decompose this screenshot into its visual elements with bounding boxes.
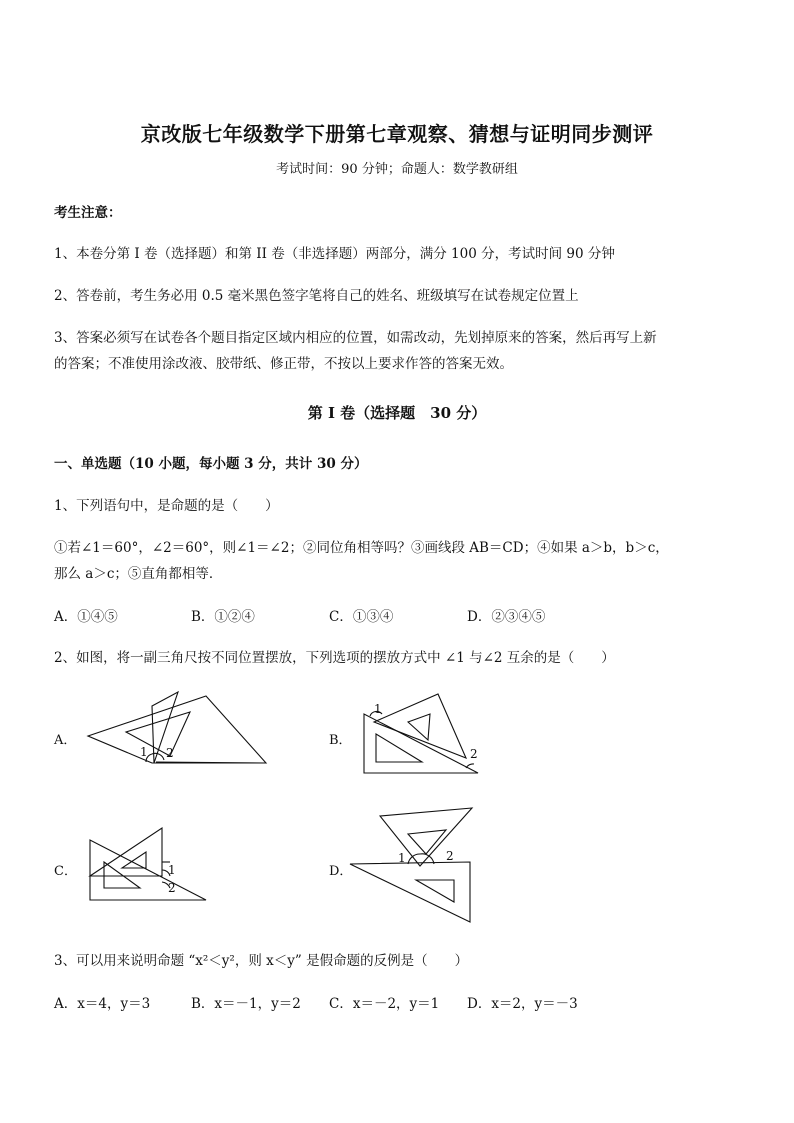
question-1-option-d[interactable]: D．②③④⑤ <box>467 609 546 625</box>
figure-d-angle-1: 1 <box>398 851 406 865</box>
figure-d-triangles <box>348 804 473 924</box>
figure-c-angle-2: 2 <box>168 881 176 895</box>
figure-b-label[interactable]: B． <box>329 733 352 748</box>
figure-c-label[interactable]: C． <box>54 864 77 879</box>
question-1-option-c[interactable]: C．①③④ <box>329 609 394 625</box>
question-1-body-cont: 那么 a＞c；⑤直角都相等． <box>54 566 223 582</box>
figure-c-angle-1: 1 <box>168 863 176 877</box>
figure-a-label[interactable]: A． <box>54 733 77 748</box>
question-3-option-a[interactable]: A．x＝4，y＝3 <box>54 996 151 1012</box>
question-1-option-a[interactable]: A．①④⑤ <box>54 609 118 625</box>
notice-item-3-cont: 的答案；不准使用涂改液、胶带纸、修正带，不按以上要求作答的答案无效。 <box>54 356 513 372</box>
part-heading: 一、单选题（10 小题，每小题 3 分，共计 30 分） <box>54 456 368 472</box>
figure-d-label[interactable]: D． <box>329 864 353 879</box>
figure-a-angle-1: 1 <box>140 745 148 759</box>
question-3-option-c[interactable]: C．x＝－2，y＝1 <box>329 996 440 1012</box>
section-title: 第 I 卷（选择题 30 分） <box>307 404 487 422</box>
figure-d-angle-2: 2 <box>446 849 454 863</box>
question-1-body: ①若∠1＝60°，∠2＝60°，则∠1＝∠2；②同位角相等吗？③画线段 AB＝CD；④如果 a＞b，b＞c， <box>54 540 669 556</box>
question-2-stem: 2、如图，将一副三角尺按不同位置摆放，下列选项的摆放方式中 ∠1 与∠2 互余的是（ ） <box>54 650 615 666</box>
figure-b-triangles <box>362 688 480 776</box>
question-1-option-b[interactable]: B．①②④ <box>191 609 255 625</box>
figure-c-triangles <box>88 826 208 902</box>
question-3-option-b[interactable]: B．x＝－1，y＝2 <box>191 996 301 1012</box>
notice-item-1: 1、本卷分第 I 卷（选择题）和第 II 卷（非选择题）两部分，满分 100 分，考试时间 90 分钟 <box>54 246 615 262</box>
figure-a-triangles <box>86 690 271 770</box>
figure-b-angle-2: 2 <box>470 747 478 761</box>
notice-heading: 考生注意： <box>54 205 122 221</box>
figure-a-angle-2: 2 <box>166 746 174 760</box>
notice-item-2: 2、答卷前，考生务必用 0.5 毫米黑色签字笔将自己的姓名、班级填写在试卷规定位置上 <box>54 288 579 304</box>
figure-b-angle-1: 1 <box>374 702 382 716</box>
question-1-stem: 1、下列语句中，是命题的是（ ） <box>54 498 279 514</box>
question-3-stem: 3、可以用来说明命题 “x²＜y²，则 x＜y” 是假命题的反例是（ ） <box>54 953 469 969</box>
exam-info: 考试时间：90 分钟；命题人：数学教研组 <box>276 162 518 177</box>
page-title: 京改版七年级数学下册第七章观察、猜想与证明同步测评 <box>140 122 654 146</box>
notice-item-3: 3、答案必须写在试卷各个题目指定区域内相应的位置，如需改动，先划掉原来的答案，然后再写上新 <box>54 330 657 346</box>
question-3-option-d[interactable]: D．x＝2，y＝－3 <box>467 996 578 1012</box>
